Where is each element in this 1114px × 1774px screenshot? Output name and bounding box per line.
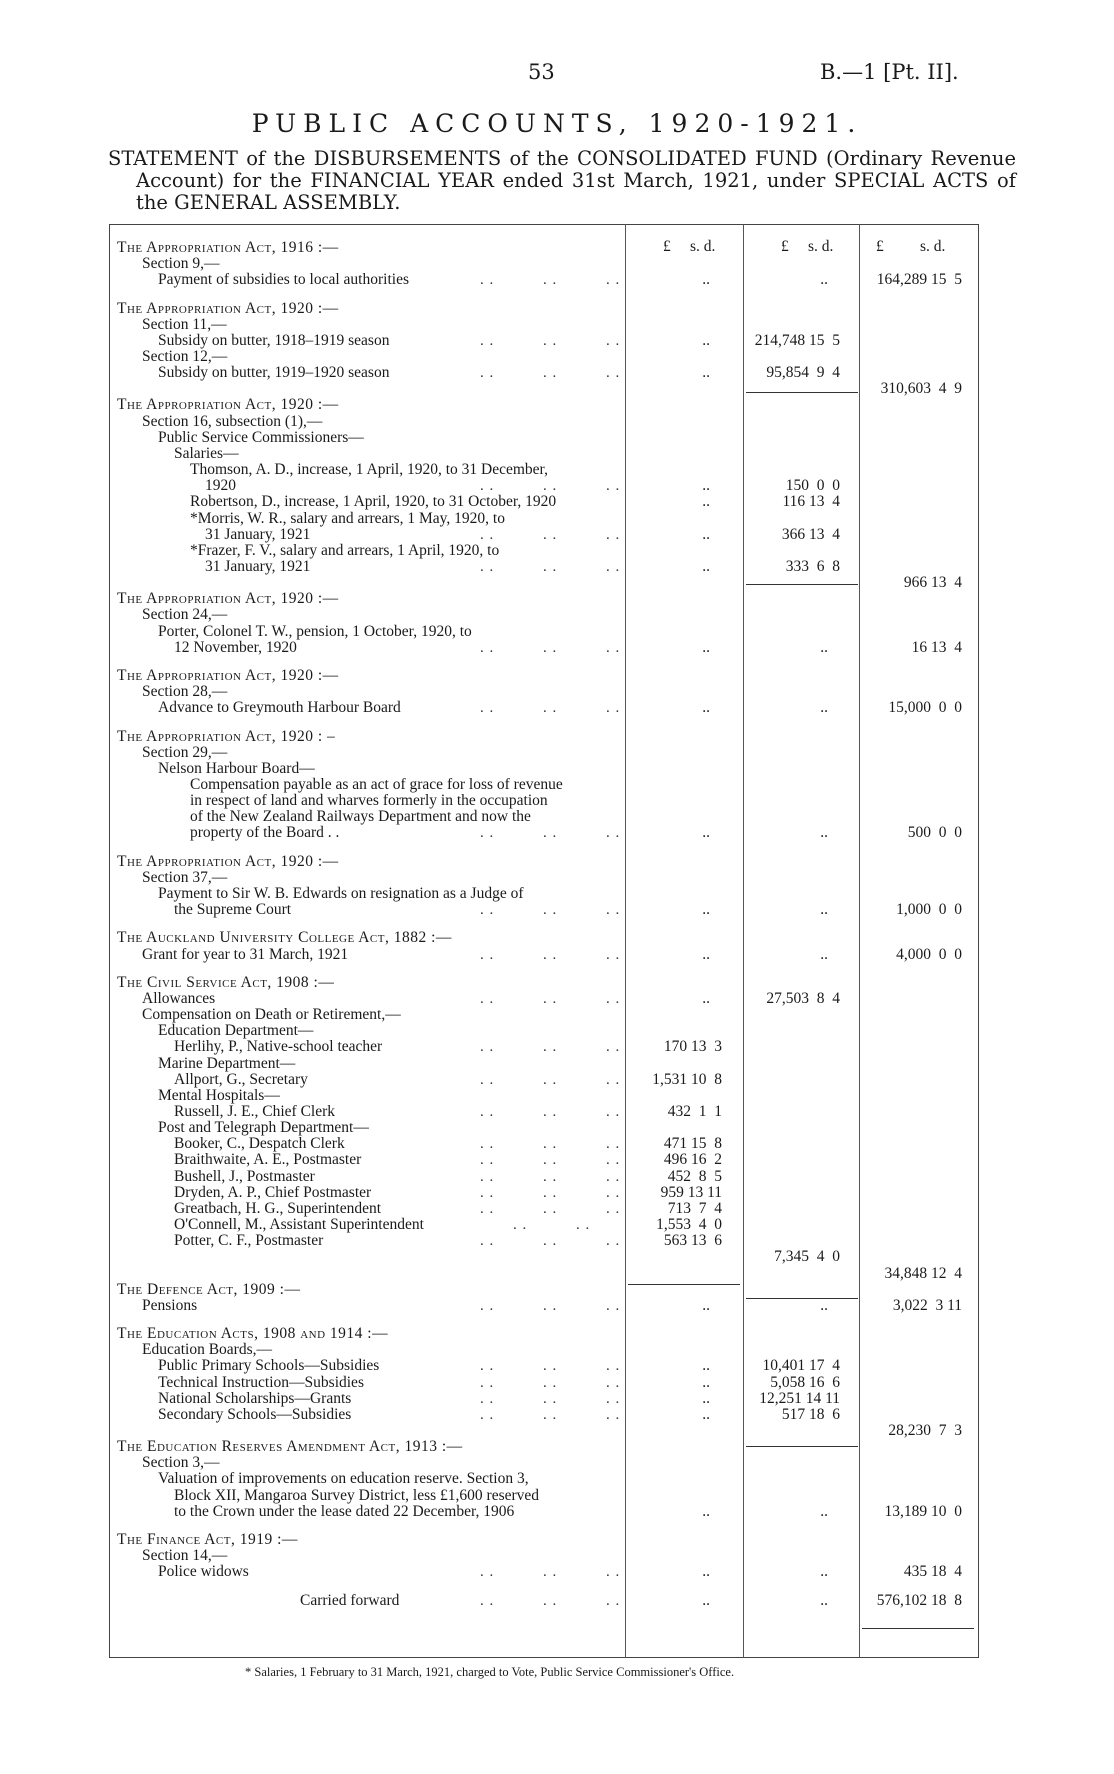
row-description: Nelson Harbour Board—	[158, 759, 315, 777]
row-description: the Supreme Court	[174, 901, 292, 919]
subtotal-rule	[746, 1446, 858, 1447]
amount-cell: 4,000 0 0	[896, 945, 962, 963]
empty-cell-dots: ..	[702, 1563, 710, 1581]
amount-cell: 34,848 12 4	[884, 1264, 962, 1282]
amount-cell: 95,854 9 4	[766, 364, 840, 382]
row-description: Police widows	[158, 1563, 249, 1581]
row-description: O'Connell, M., Assistant Superintendent	[174, 1216, 424, 1234]
act-heading: The Appropriation Act, 1920 :—	[117, 590, 339, 608]
amount-cell: 27,503 8 4	[766, 989, 840, 1007]
subtotal-rule	[746, 584, 858, 585]
row-description: Valuation of improvements on education reserve. Section 3,	[158, 1470, 529, 1488]
row-description: Braithwaite, A. E., Postmaster	[174, 1151, 362, 1169]
row-description: Section 16, subsection (1),—	[142, 412, 323, 430]
amount-cell: 435 18 4	[903, 1563, 962, 1581]
row-description: Salaries—	[174, 444, 239, 462]
amount-cell: 966 13 4	[903, 574, 962, 592]
empty-cell-dots: ..	[820, 271, 828, 289]
col3-pound-header: £	[876, 238, 884, 255]
row-description: Subsidy on butter, 1919–1920 season	[158, 364, 390, 382]
amount-cell: 713 7 4	[667, 1199, 722, 1217]
row-description: Section 28,—	[142, 683, 228, 701]
page-title: PUBLIC ACCOUNTS, 1920-1921.	[251, 109, 863, 138]
empty-cell-dots: ..	[820, 1591, 828, 1609]
amount-cell: 7,345 4 0	[774, 1248, 840, 1266]
amount-cell: 12,251 14 11	[759, 1389, 840, 1407]
row-description: Section 29,—	[142, 743, 228, 761]
document-reference: B.—1 [Pt. II].	[820, 60, 959, 84]
empty-cell-dots: ..	[702, 525, 710, 543]
row-description: Thomson, A. D., increase, 1 April, 1920, to 31 December,	[190, 461, 548, 479]
act-heading: The Finance Act, 1919 :—	[117, 1531, 298, 1548]
row-description: Block XII, Mangaroa Survey District, less £1,600 reserved	[174, 1486, 540, 1504]
col3-sd-header: s. d.	[920, 238, 946, 255]
amount-cell: 16 13 4	[911, 638, 962, 656]
row-description: Public Service Commissioners—	[158, 428, 364, 446]
amount-cell: 563 13 6	[663, 1232, 722, 1250]
amount-cell: 170 13 3	[663, 1038, 722, 1056]
empty-cell-dots: ..	[820, 638, 828, 656]
row-description: 1920	[205, 477, 236, 495]
row-description: *Frazer, F. V., salary and arrears, 1 April, 1920, to	[190, 541, 500, 559]
amount-cell: 432 1 1	[667, 1103, 722, 1121]
row-description: to the Crown under the lease dated 22 December, 1906	[174, 1502, 515, 1520]
act-heading: The Appropriation Act, 1920 :—	[117, 852, 339, 870]
row-description: Advance to Greymouth Harbour Board	[158, 699, 401, 717]
act-heading: The Education Reserves Amendment Act, 1913 :—	[117, 1438, 463, 1456]
empty-cell-dots: ..	[702, 493, 710, 511]
statement-heading: STATEMENT of the DISBURSEMENTS of the CONSOLIDATED FUND (Ordinary Revenue Account) for the FINANCIAL YEAR ended 31st March, 1921, under SPECIAL ACTS of the GENERAL ASSEMBLY.	[108, 147, 1016, 214]
act-heading: The Appropriation Act, 1920 :—	[117, 299, 339, 317]
row-description: Pensions	[142, 1296, 198, 1314]
empty-cell-dots: ..	[820, 824, 828, 842]
row-description: Technical Instruction—Subsidies	[158, 1373, 364, 1391]
empty-cell-dots: ..	[702, 271, 710, 289]
row-description: Education Boards,—	[142, 1341, 273, 1359]
act-heading: The Civil Service Act, 1908 :—	[117, 973, 335, 991]
row-description: in respect of land and wharves formerly in the occupation	[190, 792, 548, 810]
column-divider	[625, 224, 626, 1658]
col2-pound-header: £	[781, 238, 789, 255]
amount-cell: 500 0 0	[907, 824, 962, 842]
subtotal-rule	[746, 1298, 858, 1299]
amount-cell: 452 8 5	[667, 1167, 722, 1185]
row-description: Potter, C. F., Postmaster	[174, 1232, 324, 1250]
amount-cell: 13,189 10 0	[884, 1502, 962, 1520]
act-heading: The Appropriation Act, 1920 :—	[117, 666, 339, 684]
act-heading: The Appropriation Act, 1920 : –	[117, 727, 336, 745]
row-description: Mental Hospitals—	[158, 1086, 280, 1104]
act-heading: The Appropriation Act, 1920 :—	[117, 396, 339, 414]
amount-cell: 471 15 8	[663, 1135, 722, 1153]
row-description: Education Department—	[158, 1022, 314, 1040]
empty-cell-dots: ..	[702, 824, 710, 842]
amount-cell: 576,102 18 8	[876, 1591, 962, 1609]
row-description: property of the Board . .	[190, 824, 340, 842]
col1-sd-header: s. d.	[690, 238, 716, 255]
row-description: Porter, Colonel T. W., pension, 1 October, 1920, to	[158, 622, 472, 640]
amount-cell: 1,000 0 0	[896, 901, 962, 919]
row-description: Payment to Sir W. B. Edwards on resignation as a Judge of	[158, 885, 524, 902]
empty-cell-dots: ..	[702, 699, 710, 717]
amount-cell: 10,401 17 4	[762, 1357, 840, 1375]
empty-cell-dots: ..	[702, 989, 710, 1007]
empty-cell-dots: ..	[702, 1591, 710, 1609]
amount-cell: 1,553 4 0	[656, 1216, 722, 1234]
empty-cell-dots: ..	[702, 945, 710, 963]
amount-cell: 116 13 4	[782, 493, 840, 511]
row-description: 31 January, 1921	[205, 525, 311, 543]
row-description: Russell, J. E., Chief Clerk	[174, 1103, 336, 1121]
empty-cell-dots: ..	[820, 1502, 828, 1520]
row-description: National Scholarships—Grants	[158, 1389, 352, 1407]
col2-sd-header: s. d.	[808, 238, 834, 255]
row-description: 12 November, 1920	[174, 638, 297, 656]
empty-cell-dots: ..	[702, 331, 710, 349]
empty-cell-dots: ..	[820, 945, 828, 963]
row-description: Bushell, J., Postmaster	[174, 1167, 315, 1185]
row-description: Section 12,—	[142, 348, 228, 365]
amount-cell: 15,000 0 0	[888, 699, 962, 717]
footnote: * Salaries, 1 February to 31 March, 1921, charged to Vote, Public Service Commissioner's Office.	[245, 1665, 735, 1679]
empty-cell-dots: ..	[702, 557, 710, 575]
row-description: 31 January, 1921	[205, 557, 311, 575]
subtotal-rule	[628, 1284, 740, 1285]
row-description: Dryden, A. P., Chief Postmaster	[174, 1183, 372, 1201]
row-description: Compensation payable as an act of grace for loss of revenue	[190, 775, 563, 793]
amount-cell: 164,289 15 5	[876, 271, 962, 289]
empty-cell-dots: ..	[702, 1357, 710, 1375]
row-description: Grant for year to 31 March, 1921	[142, 945, 349, 963]
row-description: Allowances	[142, 989, 216, 1007]
page-number: 53	[528, 60, 555, 84]
amount-cell: 366 13 4	[781, 525, 840, 543]
column-divider	[859, 224, 860, 1658]
row-description: Robertson, D., increase, 1 April, 1920, to 31 October, 1920	[190, 493, 557, 511]
amount-cell: 28,230 7 3	[888, 1421, 962, 1439]
act-heading: The Education Acts, 1908 and 1914 :—	[117, 1325, 389, 1343]
row-description: Section 11,—	[142, 315, 227, 333]
row-description: Secondary Schools—Subsidies	[158, 1405, 352, 1423]
empty-cell-dots: ..	[702, 1296, 710, 1314]
amount-cell: 5,058 16 6	[770, 1373, 840, 1391]
amount-cell: 150 0 0	[785, 477, 840, 495]
subtotal-rule	[862, 1628, 974, 1629]
amount-cell: 496 16 2	[663, 1151, 722, 1169]
amount-cell: 310,603 4 9	[880, 380, 962, 398]
col1-pound-header: £	[663, 238, 671, 255]
row-description: Greatbach, H. G., Superintendent	[174, 1199, 382, 1217]
empty-cell-dots: ..	[702, 1502, 710, 1520]
row-description: Subsidy on butter, 1918–1919 season	[158, 331, 390, 349]
amount-cell: 959 13 11	[660, 1183, 722, 1201]
column-divider	[743, 224, 744, 1658]
row-description: Booker, C., Despatch Clerk	[174, 1135, 345, 1153]
amount-cell: 333 6 8	[785, 557, 840, 575]
amount-cell: 517 18 6	[781, 1405, 840, 1423]
row-description: Section 14,—	[142, 1547, 228, 1565]
empty-cell-dots: ..	[702, 638, 710, 656]
row-description: of the New Zealand Railways Department and now the	[190, 808, 531, 826]
amount-cell: 1,531 10 8	[652, 1070, 722, 1088]
row-description: Marine Department—	[158, 1054, 296, 1072]
empty-cell-dots: ..	[820, 699, 828, 717]
empty-cell-dots: ..	[702, 1389, 710, 1407]
act-heading: The Auckland University College Act, 1882 :—	[117, 929, 452, 947]
row-description: Carried forward	[300, 1591, 400, 1609]
row-description: Section 3,—	[142, 1454, 220, 1472]
row-description: Section 9,—	[142, 255, 220, 273]
row-description: Post and Telegraph Department—	[158, 1119, 369, 1137]
row-description: Public Primary Schools—Subsidies	[158, 1357, 380, 1375]
empty-cell-dots: ..	[702, 1405, 710, 1423]
empty-cell-dots: ..	[702, 901, 710, 919]
empty-cell-dots: ..	[702, 364, 710, 382]
row-description: *Morris, W. R., salary and arrears, 1 May, 1920, to	[190, 509, 505, 527]
subtotal-rule	[746, 392, 858, 393]
empty-cell-dots: ..	[820, 1563, 828, 1581]
act-heading: The Appropriation Act, 1916 :—	[117, 239, 339, 256]
row-description: Compensation on Death or Retirement,—	[142, 1006, 401, 1024]
row-description: Payment of subsidies to local authorities	[158, 271, 409, 289]
row-description: Section 37,—	[142, 868, 228, 886]
empty-cell-dots: ..	[820, 1296, 828, 1314]
row-description: Section 24,—	[142, 606, 228, 624]
empty-cell-dots: ..	[820, 901, 828, 919]
amount-cell: 214,748 15 5	[754, 331, 840, 349]
row-description: Herlihy, P., Native-school teacher	[174, 1038, 383, 1056]
row-description: Allport, G., Secretary	[174, 1070, 308, 1088]
empty-cell-dots: ..	[702, 1373, 710, 1391]
amount-cell: 3,022 3 11	[892, 1296, 962, 1314]
act-heading: The Defence Act, 1909 :—	[117, 1280, 301, 1298]
empty-cell-dots: ..	[702, 477, 710, 495]
